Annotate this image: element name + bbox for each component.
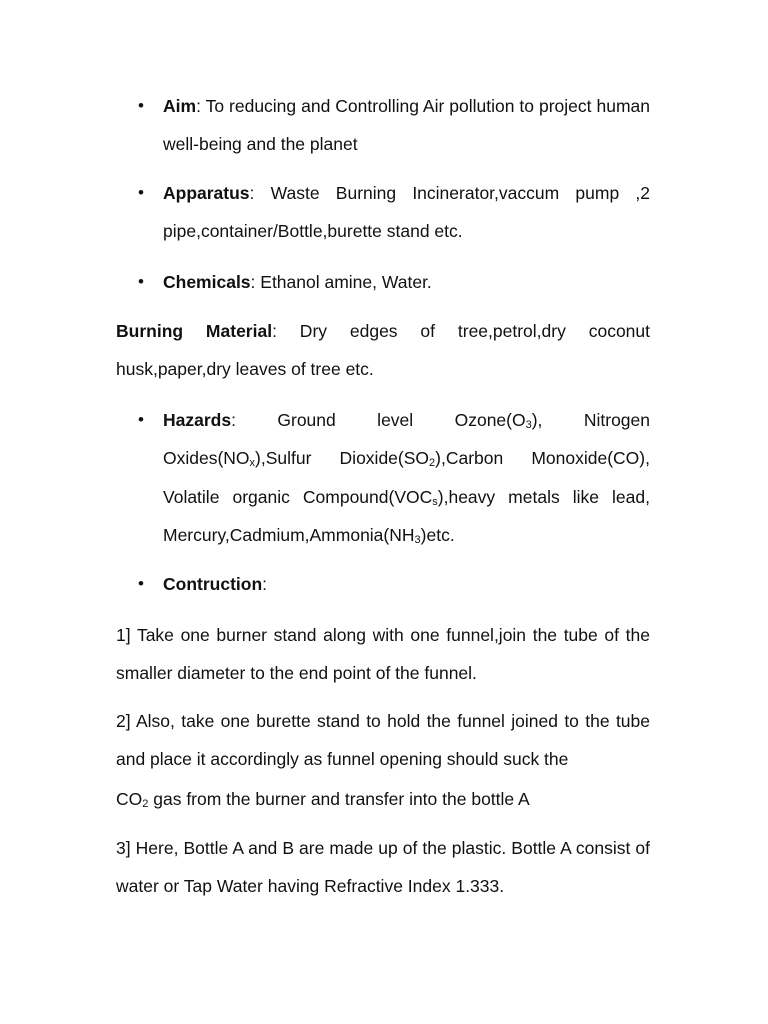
bullet-dot: • xyxy=(138,183,144,202)
co2-rest-text: gas from the burner and transfer into the bottle A xyxy=(148,789,530,809)
hazards-text-4: ),Carbon Monoxide(CO), Volatile organic Compound(VOC xyxy=(163,448,650,507)
nh3-subscript: 3 xyxy=(414,534,421,547)
burning-material-text: : Dry edges of tree,petrol,dry coconut husk,paper,dry leaves of tree etc. xyxy=(116,321,650,380)
hazards-text-5: ),heavy metals like lead, Mercury,Cadmium,Ammonia(NH xyxy=(163,486,650,546)
apparatus-bullet xyxy=(138,174,650,251)
co2-text: CO xyxy=(116,789,143,809)
bullet-dot: • xyxy=(138,574,144,593)
step-1-paragraph xyxy=(116,616,650,693)
bullet-dot: • xyxy=(138,272,144,291)
hazards-text-3: ),Sulfur Dioxide(SO xyxy=(255,448,430,469)
step-2-paragraph xyxy=(116,702,650,779)
so2-subscript: 2 xyxy=(429,457,436,470)
apparatus-text: : Waste Burning Incinerator,vaccum pump ,2 pipe,container/Bottle,burette stand etc. xyxy=(163,183,650,242)
construction-label: Contruction xyxy=(163,574,263,594)
ozone-subscript: 3 xyxy=(525,419,532,431)
chemicals-bullet xyxy=(138,263,650,301)
step-3-paragraph xyxy=(116,829,650,906)
bullet-dot: • xyxy=(138,410,144,429)
aim-label: Aim xyxy=(163,96,197,116)
step-2-text: 2] Also, take one burette stand to hold the funnel joined to the tube and place it accordingly as funnel opening should suck the xyxy=(116,711,650,770)
chemicals-label: Chemicals xyxy=(163,272,251,292)
bullet-dot: • xyxy=(138,96,144,115)
step-2-continuation xyxy=(116,780,650,818)
hazards-label: Hazards xyxy=(163,410,232,430)
nox-subscript: x xyxy=(249,457,256,470)
co2-subscript: 2 xyxy=(142,798,149,810)
burning-material-label: Burning Material xyxy=(116,321,273,341)
construction-text: : xyxy=(262,574,268,594)
step-1-text: 1] Take one burner stand along with one funnel,join the tube of the smaller diameter to the end point of the funnel. xyxy=(116,625,650,684)
hazards-text-1: : Ground level Ozone(O xyxy=(231,410,526,430)
step-3-text: 3] Here, Bottle A and B are made up of the plastic. Bottle A consist of water or Tap Water having Refractive Index 1.333. xyxy=(116,838,650,897)
hazards-bullet xyxy=(138,401,650,555)
aim-text: : To reducing and Controlling Air pollution to project human well-being and the planet xyxy=(163,96,650,155)
hazards-text-2: ), Nitrogen Oxides(NO xyxy=(163,410,650,469)
aim-bullet xyxy=(138,87,650,164)
voc-subscript: s xyxy=(432,495,438,508)
construction-bullet xyxy=(138,565,650,603)
burning-material-paragraph xyxy=(116,312,650,389)
chemicals-text: : Ethanol amine, Water. xyxy=(250,272,432,292)
apparatus-label: Apparatus xyxy=(163,183,250,203)
hazards-text-6: )etc. xyxy=(420,525,455,546)
